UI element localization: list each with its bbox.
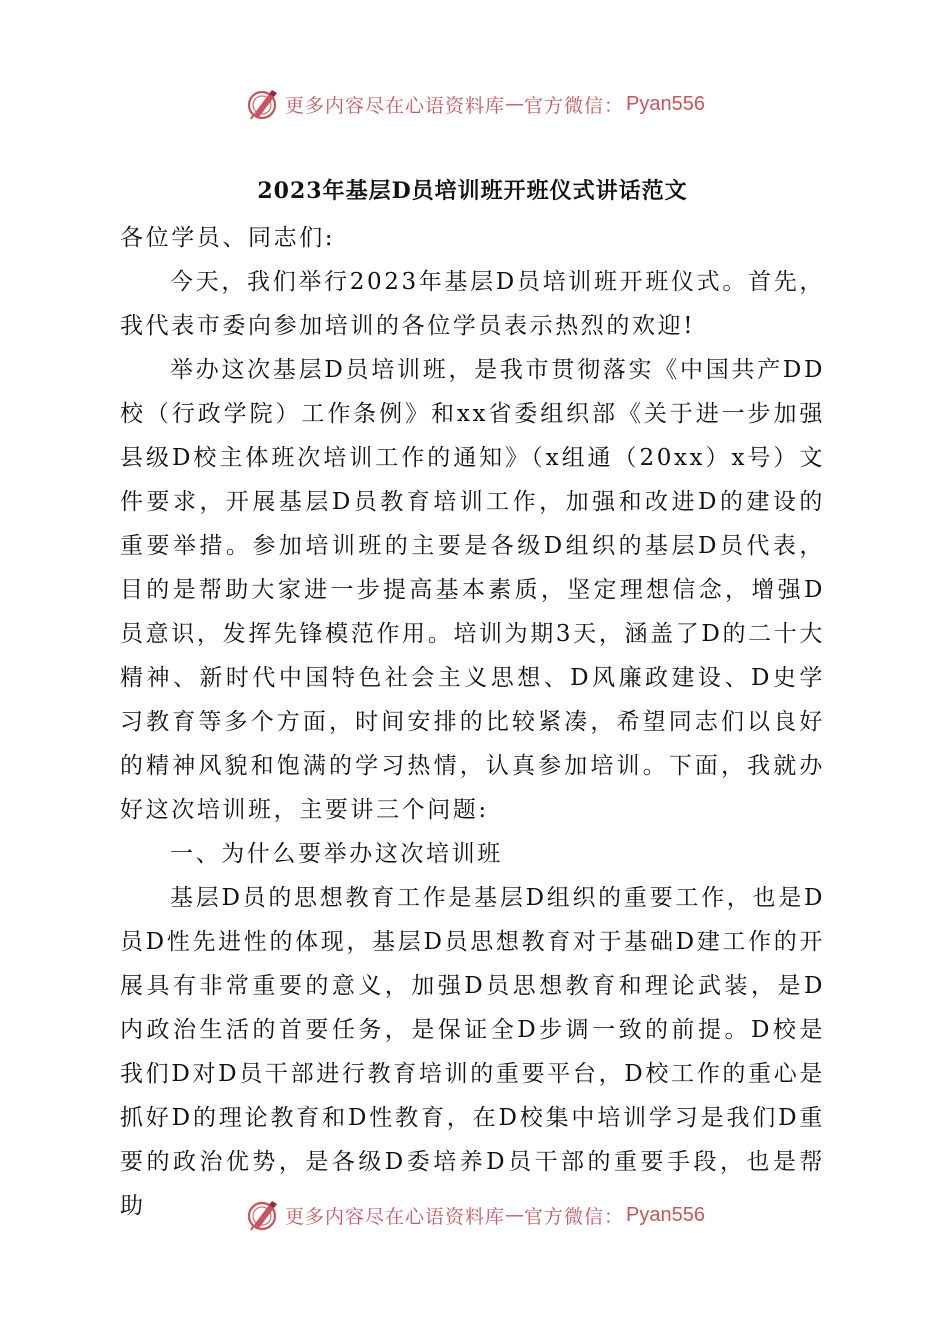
- section-heading-1: 一、为什么要举办这次培训班: [170, 841, 503, 867]
- watermark-wechat-id: Pyan556: [626, 1203, 705, 1226]
- paragraph-3: 基层D员的思想教育工作是基层D组织的重要工作，也是D员D性先进性的体现，基层D员思想教育对于基础D建工作的开展具有非常重要的意义，加强D员思想教育和理论武装，是D内政治生活的首要任务，是保证全D步调一致的前提。D校是我们D对D员干部进行教育培训的重要平台，D校工作的重心是抓好D的理论教育和D性教育，在D校集中培训学习是我们D重要的政治优势，是各级D委培养D员干部的重要手段，也是帮助: [120, 885, 825, 1219]
- watermark-wechat-id: Pyan556: [626, 92, 705, 115]
- document-body: [120, 166, 825, 1228]
- watermark-dash: —: [505, 1204, 525, 1226]
- paragraph-1: 今天，我们举行2023年基层D员培训班开班仪式。首先，我代表市委向参加培训的各位学员表示热烈的欢迎!: [120, 269, 825, 339]
- watermark-site-text: 更多内容尽在心语资料库: [285, 94, 506, 117]
- pen-logo-icon: [245, 1197, 281, 1233]
- salutation: 各位学员、同志们:: [120, 225, 336, 251]
- paragraph-2: 举办这次基层D员培训班，是我市贯彻落实《中国共产DD校（行政学院）工作条例》和xx省委组织部《关于进一步加强县级D校主体班次培训工作的通知》（x组通（20xx）x号）文件要求，开展基层D员教育培训工作，加强和改进D的建设的重要举措。参加培训班的主要是各级D组织的基层D员代表，目的是帮助大家进一步提高基本素质，坚定理想信念，增强D员意识，发挥先锋模范作用。培训为期3天，涵盖了D的二十大精神、新时代中国特色社会主义思想、D风廉政建设、D史学习教育等多个方面，时间安排的比较紧凑，希望同志们以良好的精神风貌和饱满的学习热情，认真参加培训。下面，我就办好这次培训班，主要讲三个问题:: [120, 357, 825, 823]
- watermark-dash: —: [505, 93, 525, 115]
- watermark-label: 官方微信：: [524, 1205, 625, 1228]
- watermark-banner-top: [0, 82, 950, 126]
- document-title: 2023年基层D员培训班开班仪式讲话范文: [257, 178, 688, 204]
- watermark-site-text: 更多内容尽在心语资料库: [285, 1205, 506, 1228]
- watermark-label: 官方微信：: [524, 94, 625, 117]
- pen-logo-icon: [245, 86, 281, 122]
- watermark-banner-bottom: [0, 1193, 950, 1237]
